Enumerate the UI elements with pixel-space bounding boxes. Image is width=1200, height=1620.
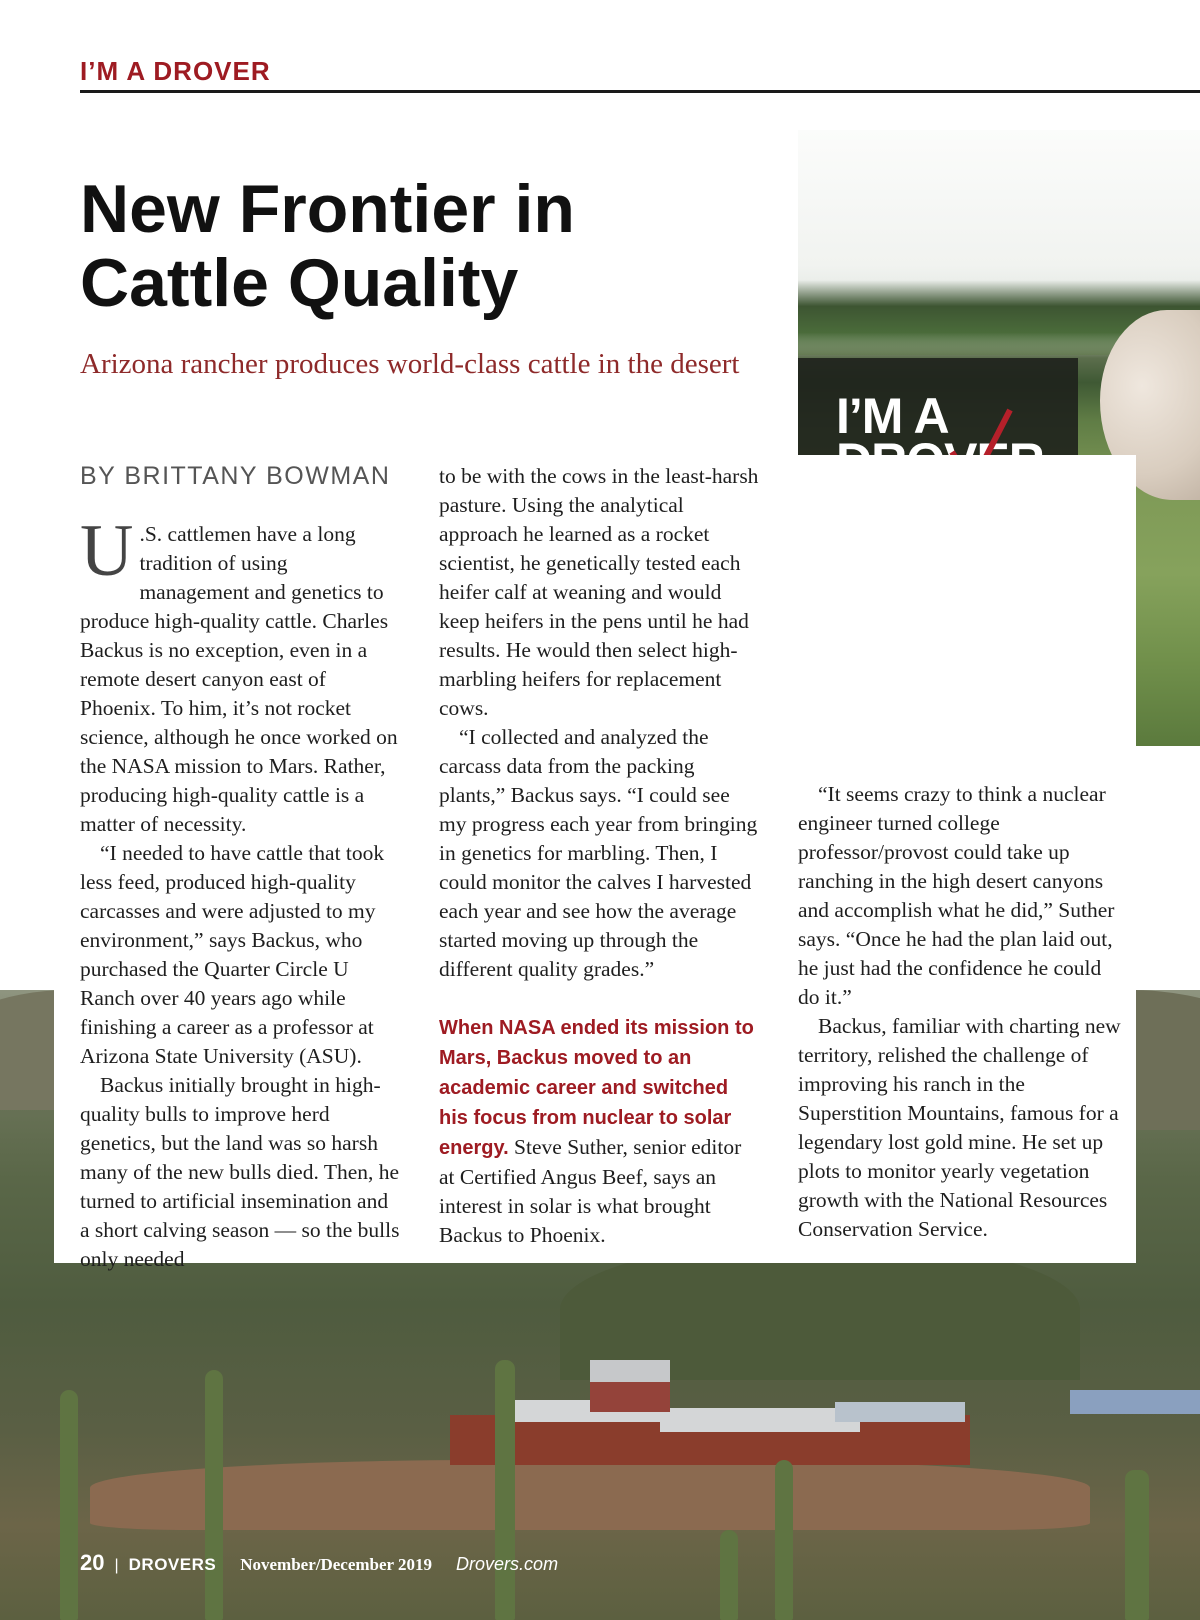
paragraph: to be with the cows in the least-harsh pasture. Using the analytical approach he learned as a rocket scientist, he genetically tested each heifer calf at weaning and would keep heifers in the pens until he had results. He would then select high-marbling heifers for replacement cows. bbox=[439, 464, 759, 720]
subhead: Arizona rancher produces world-class cattle in the desert bbox=[80, 348, 740, 380]
section-label: I’M A DROVER bbox=[80, 56, 271, 86]
paragraph: U .S. cattlemen have a long tradition of using management and genetics to produce high-quality cattle. Charles Backus is no exception, even in a remote desert canyon east of Phoenix. To him, it’s not rocket science, although he once worked on the NASA mission to Mars. Rather, producing high-quality cattle is a matter of necessity. bbox=[80, 510, 398, 836]
header-rule bbox=[80, 90, 1200, 93]
paragraph: “I collected and analyzed the carcass data from the packing plants,” Backus says. “I could see my progress each year from bringing in genetics for marbling. Then, I could monitor the calves I harvested each year and see how the average started moving up through the different quality grades.” bbox=[439, 725, 758, 981]
page-footer bbox=[80, 1550, 558, 1576]
page-number: 20 bbox=[80, 1550, 105, 1575]
issue-date: November/December 2019 bbox=[240, 1555, 433, 1574]
headline: New Frontier in Cattle Quality bbox=[80, 171, 575, 321]
paragraph: Backus, familiar with charting new territory, relished the challenge of improving his ranch in the Superstition Mountains, famous for a legendary lost gold mine. He set up plots to monitor yearly vegetation growth with the National Resources Conservation Service. bbox=[798, 1014, 1121, 1241]
byline: BY BRITTANY BOWMAN bbox=[80, 462, 391, 490]
im-a-drover-logo: I’M A bbox=[836, 394, 1078, 484]
paragraph: When NASA ended its mission to Mars, Backus moved to an academic career and switched his focus from nuclear to solar energy. Steve Suther, senior editor at Certified Angus Beef, says an interest in solar is what brought Backus to Phoenix. bbox=[439, 1017, 754, 1247]
paragraph: Backus initially brought in high-quality bulls to improve herd genetics, but the land was so harsh many of the new bulls died. Then, he turned to artificial insemination and a short calving season — so the bulls only needed bbox=[80, 1073, 400, 1271]
article-column-3 bbox=[798, 780, 1123, 1244]
article-column-1 bbox=[80, 510, 402, 1274]
magazine-name: DROVERS bbox=[128, 1555, 217, 1574]
website: Drovers.com bbox=[456, 1554, 559, 1574]
article-column-2 bbox=[439, 462, 761, 1250]
footer-separator: | bbox=[114, 1557, 119, 1574]
drop-cap: U bbox=[80, 510, 134, 592]
pull-quote: When NASA ended its mission to Mars, Backus moved to an academic career and switched his focus from nuclear to solar energy. bbox=[439, 1017, 754, 1159]
paragraph: “I needed to have cattle that took less feed, produced high-quality carcasses and were adjusted to my environment,” says Backus, who purchased the Quarter Circle U Ranch over 40 years ago while finishing a career as a professor at Arizona State University (ASU). bbox=[80, 841, 385, 1068]
paragraph: “It seems crazy to think a nuclear engineer turned college professor/provost could take up ranching in the high desert canyons and accomplish what he did,” Suther says. “Once he had the plan laid out, he just had the confidence he could do it.” bbox=[798, 782, 1115, 1009]
